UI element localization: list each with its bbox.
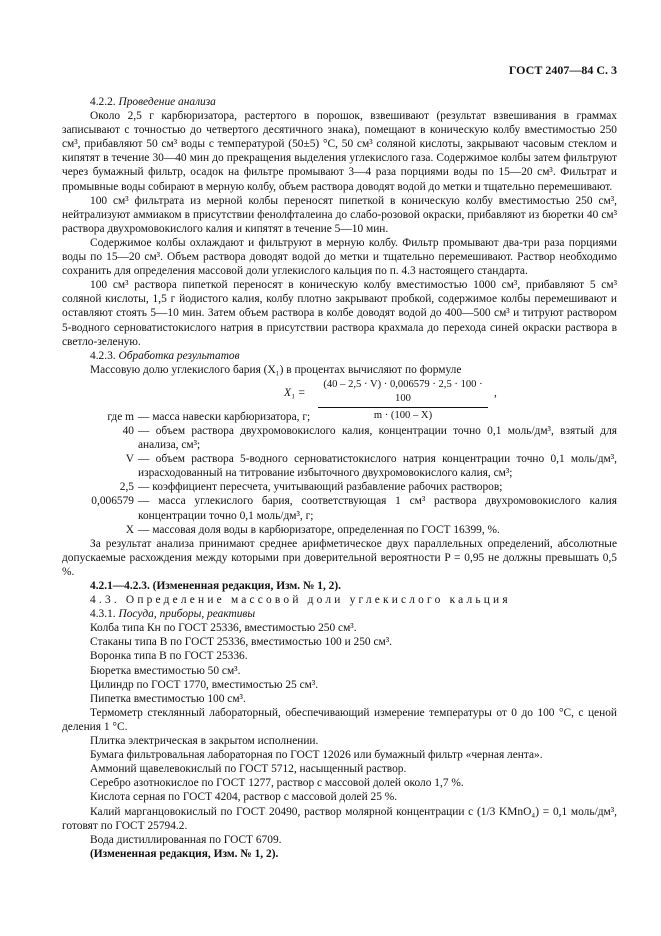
section-heading [62,607,617,621]
paragraph: За результат анализа принимают среднее арифметическое двух параллельных определений, абсолютные допускаемые расхождения между которыми при доверительной вероятности P = 0,95 не должны превышать 0,5 %. [62,537,617,578]
list-item: Колба типа Кн по ГОСТ 25336, вместимостью 250 см³. [90,622,357,635]
formula-lhs: X₁ = [284,386,306,399]
paragraph: 100 см³ раствора пипеткой переносят в коническую колбу вместимостью 1000 см³, прибавляют 5 см³ соляной кислоты, 1,5 г йодистого калия, колбу плотно закрывают пробкой, содержимое колбы перемешивают и оставляют стоять 5—10 мин. Затем объем раствора в колбе доводят водой до 400—500 см³ и титруют раствором 5-водного серноватистокислого натрия в присутствии раствора крахмала до перехода синей окраски раствора в светло-зеленую. [62,279,617,348]
page-header: ГОСТ 2407—84 С. 3 [508,63,617,77]
definition-symbol: 40 [122,424,134,437]
definition-symbol: где m [107,410,134,423]
list-item: Кислота серная по ГОСТ 4204, раствор с массовой долей 25 %. [90,791,398,804]
definition-text: — объем раствора 5-водного серноватистокислого натрия концентрации точно 0,1 моль/дм³, израсходованный на титрование избыточного двухромовокислого калия, см³; [138,453,617,480]
paragraph: 100 см³ фильтрата из мерной колбы переносят пипеткой в коническую колбу вместимостью 250 см³, нейтрализуют аммиаком в присутствии фенолфталеина до слабо-розовой окраски, прибавляют из бюретки 40 см³ раствора двухромовокислого калия и кипятят в течение 5—10 мин. [62,194,617,235]
section-number: 4.3.1. [90,608,116,621]
section-heading [62,95,617,109]
definition-text: — коэффициент пересчета, учитывающий разбавление рабочих растворов; [138,481,503,494]
definition-row [62,523,617,537]
formula-fraction [318,378,488,423]
list-item: Воронка типа В по ГОСТ 25336. [90,650,248,663]
formula-numerator: (40 – 2,5 · V) · 0,006579 · 2,5 · 100 · 100 [318,378,488,408]
definition-text: — масса углекислого бария, соответствующая 1 см³ раствора двухромовокислого калия концентрации точно 0,1 моль/дм³, г; [138,495,617,522]
list-item: Цилиндр по ГОСТ 1770, вместимостью 25 см³. [90,678,319,691]
amendment-note: (Измененная редакция, Изм. № 1, 2). [90,847,279,860]
list-item: Калий марганцовокислый по ГОСТ 20490, раствор молярной концентрации c (1/3 KMnO₄) = 0,1 моль/дм³, готовят по ГОСТ 25794.2. [62,805,617,832]
list-item: Аммоний щавелевокислый по ГОСТ 5712, насыщенный раствор. [90,763,407,776]
definition-text: — объем раствора двухромовокислого калия, концентрации точно 0,1 моль/дм³, взятый для анализа, см³; [138,424,617,452]
formula-denominator: m · (100 – X) [373,410,433,422]
list-item: Термометр стеклянный лабораторный, обеспечивающий измерение температуры от 0 до 100 °С, с ценой деления 1 °С. [62,706,617,733]
list-item: Плитка электрическая в закрытом исполнении. [90,735,319,748]
section-title: Проведение анализа [118,96,216,108]
equipment-list [62,621,617,847]
definition-row [62,424,617,452]
variable-definitions [62,410,617,537]
list-item: Стаканы типа В по ГОСТ 25336, вместимостью 100 и 250 см³. [90,636,393,649]
list-item: Бумага фильтровальная лабораторная по ГОСТ 12026 или бумажный фильтр «черная лента». [90,749,543,762]
paragraph: Массовую долю углекислого бария (X₁) в процентах вычисляют по формуле [90,363,462,376]
list-item: Серебро азотнокислое по ГОСТ 1277, раствор с массовой долей около 1,7 %. [90,777,464,790]
document-body [62,95,617,861]
paragraph: Содержимое колбы охлаждают и фильтруют в мерную колбу. Фильтр промывают два-три раза порциями воды по 15—20 см³. Объем раствора доводят водой до метки и тщательно перемешивают. Раствор необходимо сохранить для определения массовой доли углекислого кальция по п. 4.3 настоящего стандарта. [62,236,617,278]
amendment-note: 4.2.1—4.2.3. (Измененная редакция, Изм. № 1, 2). [90,580,341,592]
section-title: Посуда, приборы, реактивы [118,608,256,621]
definition-symbol: 0,006579 [91,495,134,508]
section-heading: 4.3. Определение массовой доли углекислого кальция [90,594,511,607]
definition-text: — масса навески карбюризатора, г; [138,410,311,423]
definition-row [62,452,617,480]
definition-row [62,480,617,494]
definition-symbol: 2,5 [119,481,134,494]
list-item: Вода дистиллированная по ГОСТ 6709. [90,833,282,846]
section-number: 4.2.3. [90,349,116,362]
definition-row [62,494,617,522]
section-heading [62,349,617,363]
formula-comma: , [494,386,497,399]
section-title: Обработка результатов [118,349,240,362]
definition-symbol: X [125,523,134,536]
definition-text: — массовая доля воды в карбюризаторе, определенная по ГОСТ 16399, %. [138,523,500,536]
list-item: Пипетка вместимостью 100 см³. [90,692,246,705]
section-number: 4.2.2. [90,96,116,108]
definition-symbol: V [125,453,134,466]
list-item: Бюретка вместимостью 50 см³. [90,664,241,677]
paragraph: Около 2,5 г карбюризатора, растертого в порошок, взвешивают (результат взвешивания в граммах записывают с точностью до четвертого десятичного знака), помещают в коническую колбу вместимостью 250 см³, прибавляют 50 см³ воды с температурой (50±5) °С, 50 см³ соляной кислоты, закрывают часовым стеклом и кипятят в течение 30—40 мин до прекращения выделения углекислого газа. Содержимое колбы затем фильтруют через бумажный фильтр, осадок на фильтре промывают 3—4 раза порциями воды по 15—20 см³. Фильтрат и промывные воды собирают в мерную колбу, объем раствора доводят водой до метки и тщательно перемешивают. [62,110,617,193]
